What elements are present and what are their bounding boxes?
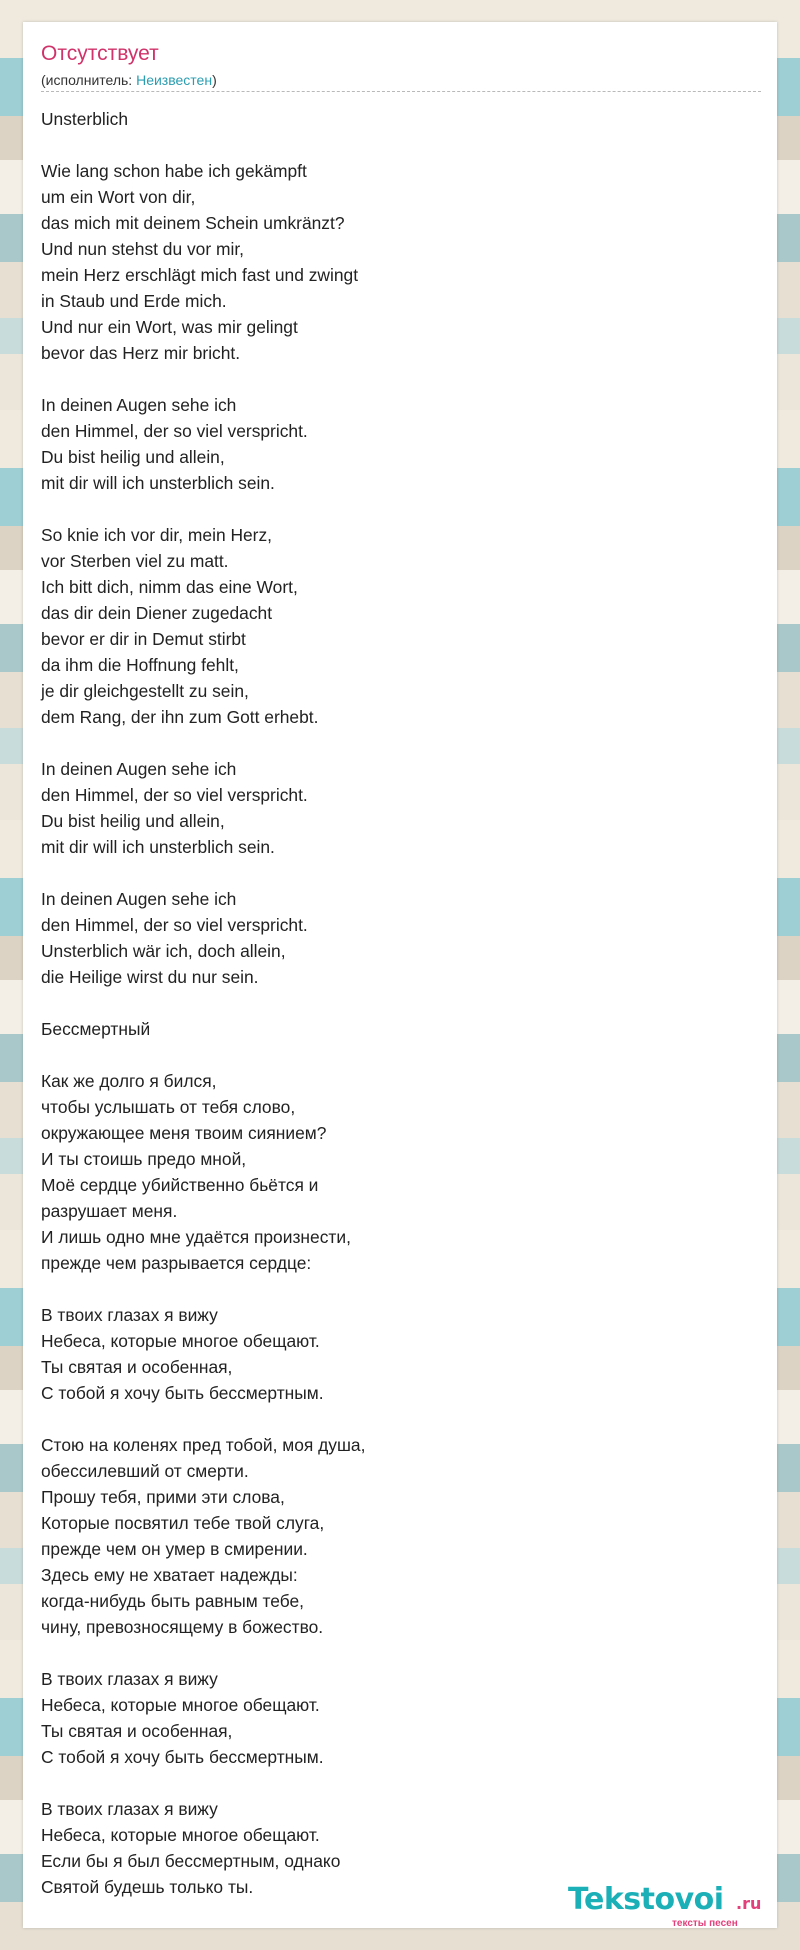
lyric-line: Небеса, которые многое обещают.: [41, 1331, 320, 1351]
lyric-line: Unsterblich wär ich, doch allein,: [41, 941, 286, 961]
lyric-line: das mich mit deinem Schein umkränzt?: [41, 213, 345, 233]
lyric-line: Если бы я был бессмертным, однако: [41, 1851, 341, 1871]
stanza-break: [41, 496, 741, 522]
lyric-line: Ты святая и особенная,: [41, 1357, 233, 1377]
lyric-line: Которые посвятил тебе твой слуга,: [41, 1513, 325, 1533]
lyric-line: разрушает меня.: [41, 1201, 178, 1221]
stanza-break: [41, 366, 741, 392]
lyric-line: С тобой я хочу быть бессмертным.: [41, 1747, 324, 1767]
lyric-line: Святой будешь только ты.: [41, 1877, 254, 1897]
stanza-break: [41, 990, 741, 1016]
lyric-line: vor Sterben viel zu matt.: [41, 551, 229, 571]
performer-prefix: (исполнитель:: [41, 72, 137, 88]
lyric-line: da ihm die Hoffnung fehlt,: [41, 655, 239, 675]
lyric-line: je dir gleichgestellt zu sein,: [41, 681, 249, 701]
lyric-line: den Himmel, der so viel verspricht.: [41, 785, 308, 805]
lyric-line: обессилевший от смерти.: [41, 1461, 249, 1481]
stanza-break: [41, 1640, 741, 1666]
stanza-break: [41, 132, 741, 158]
lyrics-card: [23, 22, 777, 1928]
lyric-line: И ты стоишь предо мной,: [41, 1149, 247, 1169]
lyric-line: In deinen Augen sehe ich: [41, 395, 237, 415]
lyric-line: Моё сердце убийственно бьётся и: [41, 1175, 319, 1195]
lyric-line: С тобой я хочу быть бессмертным.: [41, 1383, 324, 1403]
lyric-line: So knie ich vor dir, mein Herz,: [41, 525, 272, 545]
site-logo[interactable]: [568, 1882, 773, 1928]
lyric-line: mit dir will ich unsterblich sein.: [41, 837, 275, 857]
lyric-line: В твоих глазах я вижу: [41, 1669, 218, 1689]
header-divider: [41, 91, 761, 92]
lyric-line: in Staub und Erde mich.: [41, 291, 227, 311]
lyric-line: den Himmel, der so viel verspricht.: [41, 421, 308, 441]
lyric-line: das dir dein Diener zugedacht: [41, 603, 273, 623]
lyric-line: чину, превозносящему в божество.: [41, 1617, 324, 1637]
lyric-line: В твоих глазах я вижу: [41, 1305, 218, 1325]
lyric-line: Und nur ein Wort, was mir gelingt: [41, 317, 298, 337]
lyric-line: Как же долго я бился,: [41, 1071, 217, 1091]
lyric-line: Und nun stehst du vor mir,: [41, 239, 244, 259]
performer-suffix: ): [212, 72, 217, 88]
lyric-line: Стою на коленях пред тобой, моя душа,: [41, 1435, 366, 1455]
lyric-line: Небеса, которые многое обещают.: [41, 1695, 320, 1715]
lyric-line: прежде чем он умер в смирении.: [41, 1539, 308, 1559]
lyric-line: um ein Wort von dir,: [41, 187, 196, 207]
performer-line: [41, 72, 217, 88]
lyric-line: когда-нибудь быть равным тебе,: [41, 1591, 305, 1611]
stanza-break: [41, 1042, 741, 1068]
stanza-break: [41, 1770, 741, 1796]
logo-tld: .ru: [736, 1894, 762, 1913]
stanza-break: [41, 1406, 741, 1432]
lyric-line: bevor das Herz mir bricht.: [41, 343, 241, 363]
lyric-line: die Heilige wirst du nur sein.: [41, 967, 259, 987]
lyric-line: Du bist heilig und allein,: [41, 447, 225, 467]
lyric-line: Здесь ему не хватает надежды:: [41, 1565, 298, 1585]
stanza-break: [41, 1276, 741, 1302]
lyric-line: чтобы услышать от тебя слово,: [41, 1097, 296, 1117]
logo-wordmark: Tekstovoi: [568, 1882, 724, 1917]
lyric-line: mit dir will ich unsterblich sein.: [41, 473, 275, 493]
lyric-line: dem Rang, der ihn zum Gott erhebt.: [41, 707, 319, 727]
lyric-line: bevor er dir in Demut stirbt: [41, 629, 246, 649]
lyric-line: Ich bitt dich, nimm das eine Wort,: [41, 577, 298, 597]
lyric-line: Du bist heilig und allein,: [41, 811, 225, 831]
lyric-line: Ты святая и особенная,: [41, 1721, 233, 1741]
lyric-line: In deinen Augen sehe ich: [41, 759, 237, 779]
lyric-line: В твоих глазах я вижу: [41, 1799, 218, 1819]
lyric-line: mein Herz erschlägt mich fast und zwingt: [41, 265, 359, 285]
lyric-line: И лишь одно мне удаётся произнести,: [41, 1227, 351, 1247]
stanza-break: [41, 730, 741, 756]
lyric-line: прежде чем разрывается сердце:: [41, 1253, 312, 1273]
lyric-line: Бессмертный: [41, 1019, 151, 1039]
lyric-line: Wie lang schon habe ich gekämpft: [41, 161, 307, 181]
lyric-line: In deinen Augen sehe ich: [41, 889, 237, 909]
lyric-line: окружающее меня твоим сиянием?: [41, 1123, 327, 1143]
performer-link[interactable]: Неизвестен: [136, 72, 213, 88]
stanza-break: [41, 860, 741, 886]
lyric-line: Unsterblich: [41, 109, 128, 129]
lyrics-text: [41, 106, 741, 1900]
lyric-line: den Himmel, der so viel verspricht.: [41, 915, 308, 935]
logo-tagline: тексты песен: [672, 1918, 738, 1929]
lyric-line: Прошу тебя, прими эти слова,: [41, 1487, 285, 1507]
lyric-line: Небеса, которые многое обещают.: [41, 1825, 320, 1845]
song-title: Отсутствует: [41, 42, 159, 65]
